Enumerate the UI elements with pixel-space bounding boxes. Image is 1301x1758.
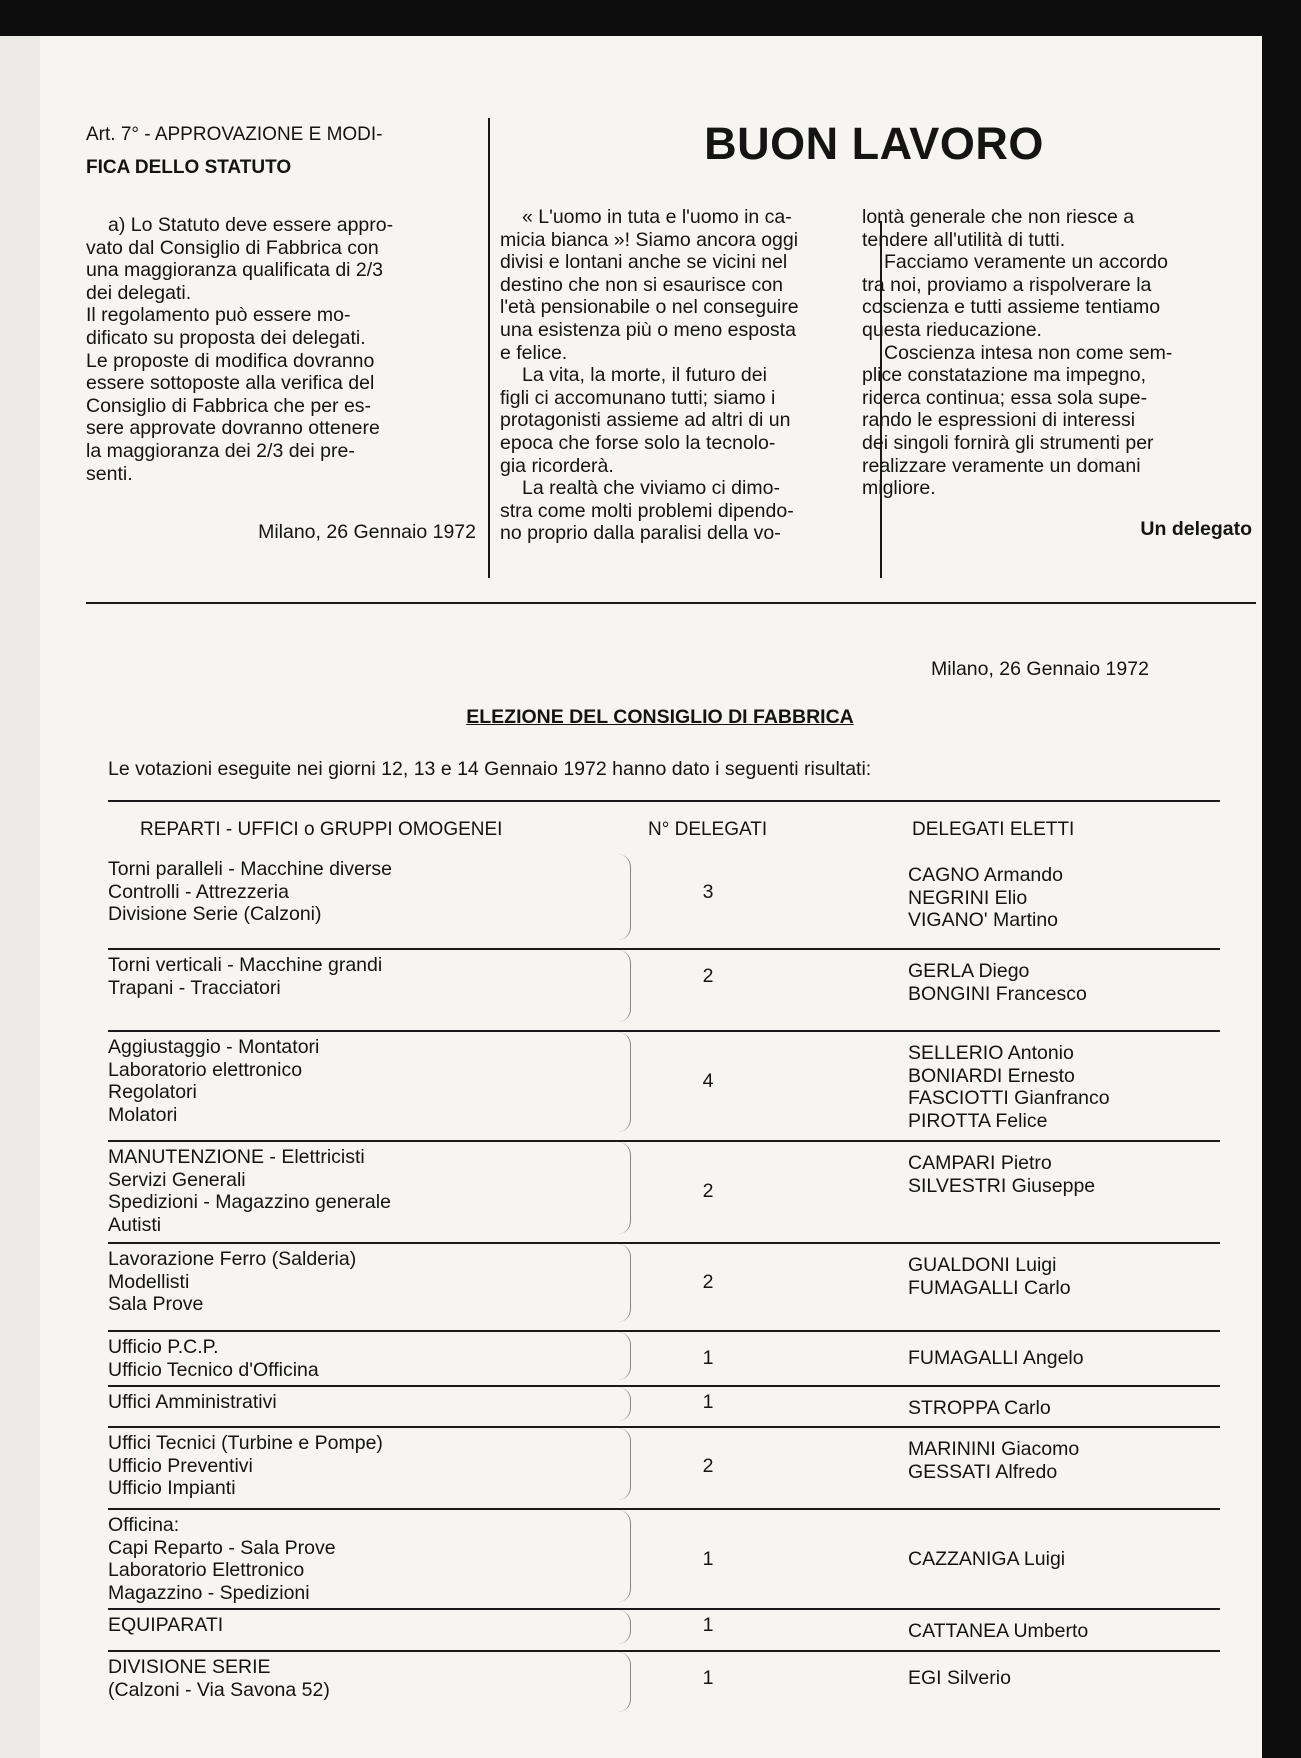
row-eletti — [908, 1347, 1218, 1370]
row-brace — [618, 1652, 631, 1712]
row-reparti — [108, 1336, 568, 1381]
eletto-name: STROPPA Carlo — [908, 1397, 1051, 1419]
reparto-line: EQUIPARATI — [108, 1614, 224, 1636]
article-col2-line: plice constatazione ma impegno, — [862, 364, 1146, 387]
reparto-line: Magazzino - Spedizioni — [108, 1581, 310, 1604]
row-delegati-count: 2 — [702, 1454, 714, 1477]
table-row — [108, 954, 1220, 1026]
row-eletti — [908, 1620, 1218, 1643]
row-separator — [108, 1140, 1220, 1142]
reparto-line: Trapani - Tracciatori — [108, 976, 281, 999]
reparto-line: Regolatori — [108, 1081, 197, 1104]
eletto-name: SELLERIO Antonio — [908, 1042, 1074, 1064]
reparto-line: Modellisti — [108, 1270, 190, 1293]
reparto-line: Spedizioni - Magazzino generale — [108, 1191, 391, 1214]
article-heading — [86, 118, 476, 184]
article-col1-line: epoca che forse solo la tecnolo- — [500, 431, 776, 454]
eletto-name: FUMAGALLI Angelo — [908, 1347, 1084, 1369]
row-separator — [108, 1508, 1220, 1510]
article-col2-line: tra noi, proviamo a rispolverare la — [862, 273, 1152, 296]
row-delegati-count: 3 — [702, 880, 714, 903]
row-delegati-count: 1 — [702, 1391, 714, 1413]
row-eletti — [908, 960, 1218, 1005]
eletto-name: CAMPARI Pietro — [908, 1152, 1052, 1174]
row-reparti — [108, 1614, 568, 1637]
article-col1-line: micia bianca »! Siamo ancora oggi — [500, 228, 799, 251]
reparto-line: Molatori — [108, 1103, 178, 1126]
row-reparti — [108, 1146, 568, 1236]
eletto-name: FUMAGALLI Carlo — [908, 1276, 1071, 1299]
statute-body-line: a) Lo Statuto deve essere appro- — [108, 214, 394, 236]
row-separator — [108, 1030, 1220, 1032]
article-col1-line: una esistenza più o meno esposta — [500, 318, 796, 341]
row-delegati-count: 1 — [702, 1547, 714, 1570]
eletto-name: NEGRINI Elio — [908, 886, 1028, 909]
statute-body-line: una maggioranza qualificata di 2/3 — [86, 259, 384, 282]
table-row — [108, 1336, 1220, 1384]
reparto-line: Laboratorio Elettronico — [108, 1559, 305, 1582]
eletto-name: CAGNO Armando — [908, 864, 1063, 886]
statute-body — [86, 214, 476, 485]
row-delegati-count: 2 — [702, 965, 714, 988]
article-col2-line: Facciamo veramente un accordo — [884, 251, 1168, 274]
row-delegati-count: 1 — [702, 1667, 714, 1690]
reparto-line: Sala Prove — [108, 1293, 204, 1316]
row-reparti — [108, 858, 568, 926]
reparto-line: Uffici Amministrativi — [108, 1391, 277, 1413]
reparto-line: Divisione Serie (Calzoni) — [108, 903, 322, 926]
row-eletti — [908, 864, 1218, 932]
article-column-2 — [862, 206, 1252, 540]
row-delegati-count: 4 — [702, 1069, 714, 1092]
reparto-line: Ufficio Tecnico d'Officina — [108, 1358, 319, 1381]
reparto-line: Autisti — [108, 1213, 162, 1236]
row-separator — [108, 1650, 1220, 1652]
column-divider-left — [488, 118, 490, 578]
article-col1-line: « L'uomo in tuta e l'uomo in ca- — [522, 206, 792, 228]
row-separator — [108, 1426, 1220, 1428]
row-eletti — [908, 1152, 1218, 1197]
table-row — [108, 1614, 1220, 1648]
statute-body-line: senti. — [86, 462, 133, 485]
row-brace — [618, 1610, 631, 1644]
article-col1-line: no proprio dalla paralisi della vo- — [500, 522, 781, 545]
reparto-line: Officina: — [108, 1514, 180, 1536]
statute-body-line: vato dal Consiglio di Fabbrica con — [86, 236, 379, 259]
table-row — [108, 858, 1220, 944]
row-brace — [618, 1032, 631, 1132]
article-col1-line: La vita, la morte, il futuro dei — [522, 364, 767, 387]
reparto-line: Aggiustaggio - Montatori — [108, 1036, 320, 1058]
eletto-name: CAZZANIGA Luigi — [908, 1548, 1066, 1570]
adjacent-page-edge — [0, 36, 42, 1758]
reparto-line: Torni paralleli - Macchine diverse — [108, 858, 392, 880]
election-intro: Le votazioni eseguite nei giorni 12, 13 e 14 Gennaio 1972 hanno dato i seguenti risultati: — [108, 758, 872, 780]
reparto-line: Lavorazione Ferro (Salderia) — [108, 1248, 357, 1270]
table-row — [108, 1146, 1220, 1238]
header-eletti: DELEGATI ELETTI — [912, 819, 1075, 840]
article-col1-line: gia ricorderà. — [500, 454, 614, 477]
table-top-rule — [108, 800, 1220, 802]
statute-body-line: dificato su proposta dei delegati. — [86, 326, 366, 349]
article-col1-line: e felice. — [500, 341, 568, 364]
header-delegati: N° DELEGATI — [648, 819, 768, 840]
row-delegati-count: 2 — [702, 1270, 714, 1293]
row-separator — [108, 1608, 1220, 1610]
table-row — [108, 1391, 1220, 1425]
reparto-line: Controlli - Attrezzeria — [108, 880, 289, 903]
eletto-name: GESSATI Alfredo — [908, 1460, 1058, 1483]
article-title: BUON LAVORO — [704, 118, 1044, 169]
row-brace — [618, 1387, 631, 1421]
reparto-line: Capi Reparto - Sala Prove — [108, 1536, 336, 1559]
row-brace — [618, 1244, 631, 1322]
eletto-name: CATTANEA Umberto — [908, 1620, 1089, 1642]
eletto-name: PIROTTA Felice — [908, 1109, 1048, 1132]
row-brace — [618, 1332, 631, 1380]
article-column-1 — [500, 206, 864, 545]
reparto-line: MANUTENZIONE - Elettricisti — [108, 1146, 365, 1168]
article-col1-line: destino che non si esaurisce con — [500, 273, 783, 296]
reparto-line: Ufficio Preventivi — [108, 1454, 253, 1477]
article-col2-line: rando le espressioni di interessi — [862, 409, 1136, 432]
article-col1-line: divisi e lontani anche se vicini nel — [500, 251, 788, 274]
row-separator — [108, 1242, 1220, 1244]
reparto-line: Laboratorio elettronico — [108, 1058, 303, 1081]
row-separator — [108, 1330, 1220, 1332]
article-col1-line: figli ci accomunano tutti; siamo i — [500, 386, 776, 409]
heading-line-2: FICA DELLO STATUTO — [86, 157, 292, 178]
row-reparti — [108, 1248, 568, 1316]
statute-body-line: Il regolamento può essere mo- — [86, 304, 351, 327]
table-row — [108, 1656, 1220, 1716]
statute-body-line: la maggioranza dei 2/3 dei pre- — [86, 439, 355, 462]
statute-body-line: sere approvate dovranno ottenere — [86, 417, 380, 440]
row-eletti — [908, 1667, 1218, 1690]
eletto-name: VIGANO' Martino — [908, 909, 1059, 932]
row-delegati-count: 1 — [702, 1614, 714, 1636]
eletto-name: EGI Silverio — [908, 1667, 1011, 1689]
row-separator — [108, 948, 1220, 950]
article-col2-line: questa rieducazione. — [862, 318, 1042, 341]
article-col2-line: ricerca continua; essa sola supe- — [862, 386, 1148, 409]
article-col1-line: stra come molti problemi dipendo- — [500, 499, 794, 522]
row-reparti — [108, 1432, 568, 1500]
row-reparti — [108, 1656, 568, 1701]
eletto-name: GERLA Diego — [908, 960, 1030, 982]
row-eletti — [908, 1397, 1218, 1420]
reparto-line: Uffici Tecnici (Turbine e Pompe) — [108, 1432, 383, 1454]
eletto-name: SILVESTRI Giuseppe — [908, 1174, 1096, 1197]
row-delegati-count: 2 — [702, 1179, 714, 1202]
article-col2-line: tendere all'utilità di tutti. — [862, 228, 1066, 251]
article-col2-line: realizzare veramente un domani — [862, 454, 1141, 477]
header-reparti: REPARTI - UFFICI o GRUPPI OMOGENEI — [140, 819, 503, 840]
row-brace — [618, 950, 631, 1022]
reparto-line: Ufficio Impianti — [108, 1477, 236, 1500]
article-col2-line: lontà generale che non riesce a — [862, 206, 1135, 228]
article-col2-line: migliore. — [862, 477, 936, 500]
article-col2-line: dei singoli fornirà gli strumenti per — [862, 431, 1154, 454]
row-eletti — [908, 1254, 1218, 1299]
section-separator — [86, 602, 1256, 604]
article-signature: Un delegato — [1140, 517, 1252, 540]
article-col1-line: La realtà che viviamo ci dimo- — [522, 477, 780, 500]
table-row — [108, 1036, 1220, 1136]
eletto-name: FASCIOTTI Gianfranco — [908, 1087, 1110, 1110]
reparto-line: DIVISIONE SERIE — [108, 1656, 271, 1678]
statute-body-line: Le proposte di modifica dovranno — [86, 349, 375, 372]
row-brace — [618, 1428, 631, 1500]
reparto-line: (Calzoni - Via Savona 52) — [108, 1678, 330, 1701]
election-title: ELEZIONE DEL CONSIGLIO DI FABBRICA — [466, 706, 854, 728]
row-eletti — [908, 1438, 1218, 1483]
article-col2-line: coscienza e tutti assieme tentiamo — [862, 296, 1161, 319]
statute-body-line: dei delegati. — [86, 281, 192, 304]
eletto-name: GUALDONI Luigi — [908, 1254, 1057, 1276]
eletto-name: MARININI Giacomo — [908, 1438, 1080, 1460]
eletto-name: BONIARDI Ernesto — [908, 1064, 1075, 1087]
reparto-line: Ufficio P.C.P. — [108, 1336, 219, 1358]
eletto-name: BONGINI Francesco — [908, 982, 1087, 1005]
heading-line-1: Art. 7° - APPROVAZIONE E MODI- — [86, 124, 383, 145]
row-separator — [108, 1385, 1220, 1387]
reparto-line: Servizi Generali — [108, 1168, 246, 1191]
row-brace — [618, 1510, 631, 1602]
row-delegati-count: 1 — [702, 1347, 714, 1370]
statute-date: Milano, 26 Gennaio 1972 — [258, 521, 476, 544]
row-eletti — [908, 1548, 1218, 1571]
article-col1-line: l'età pensionabile o nel conseguire — [500, 296, 799, 319]
row-reparti — [108, 1036, 568, 1126]
row-reparti — [108, 1514, 568, 1604]
table-row — [108, 1248, 1220, 1326]
row-brace — [618, 1142, 631, 1234]
article-col1-line: protagonisti assieme ad altri di un — [500, 409, 791, 432]
statute-article — [86, 118, 476, 544]
row-reparti — [108, 1391, 568, 1414]
row-eletti — [908, 1042, 1218, 1132]
statute-body-line: essere sottoposte alla verifica del — [86, 372, 375, 395]
statute-body-line: Consiglio di Fabbrica che per es- — [86, 394, 372, 417]
reparto-line: Torni verticali - Macchine grandi — [108, 954, 383, 976]
row-brace — [618, 854, 631, 940]
article-col2-line: Coscienza intesa non come sem- — [884, 341, 1173, 364]
row-reparti — [108, 954, 568, 999]
document-page — [40, 36, 1262, 1758]
table-row — [108, 1514, 1220, 1606]
election-date: Milano, 26 Gennaio 1972 — [931, 658, 1149, 680]
table-row — [108, 1432, 1220, 1504]
